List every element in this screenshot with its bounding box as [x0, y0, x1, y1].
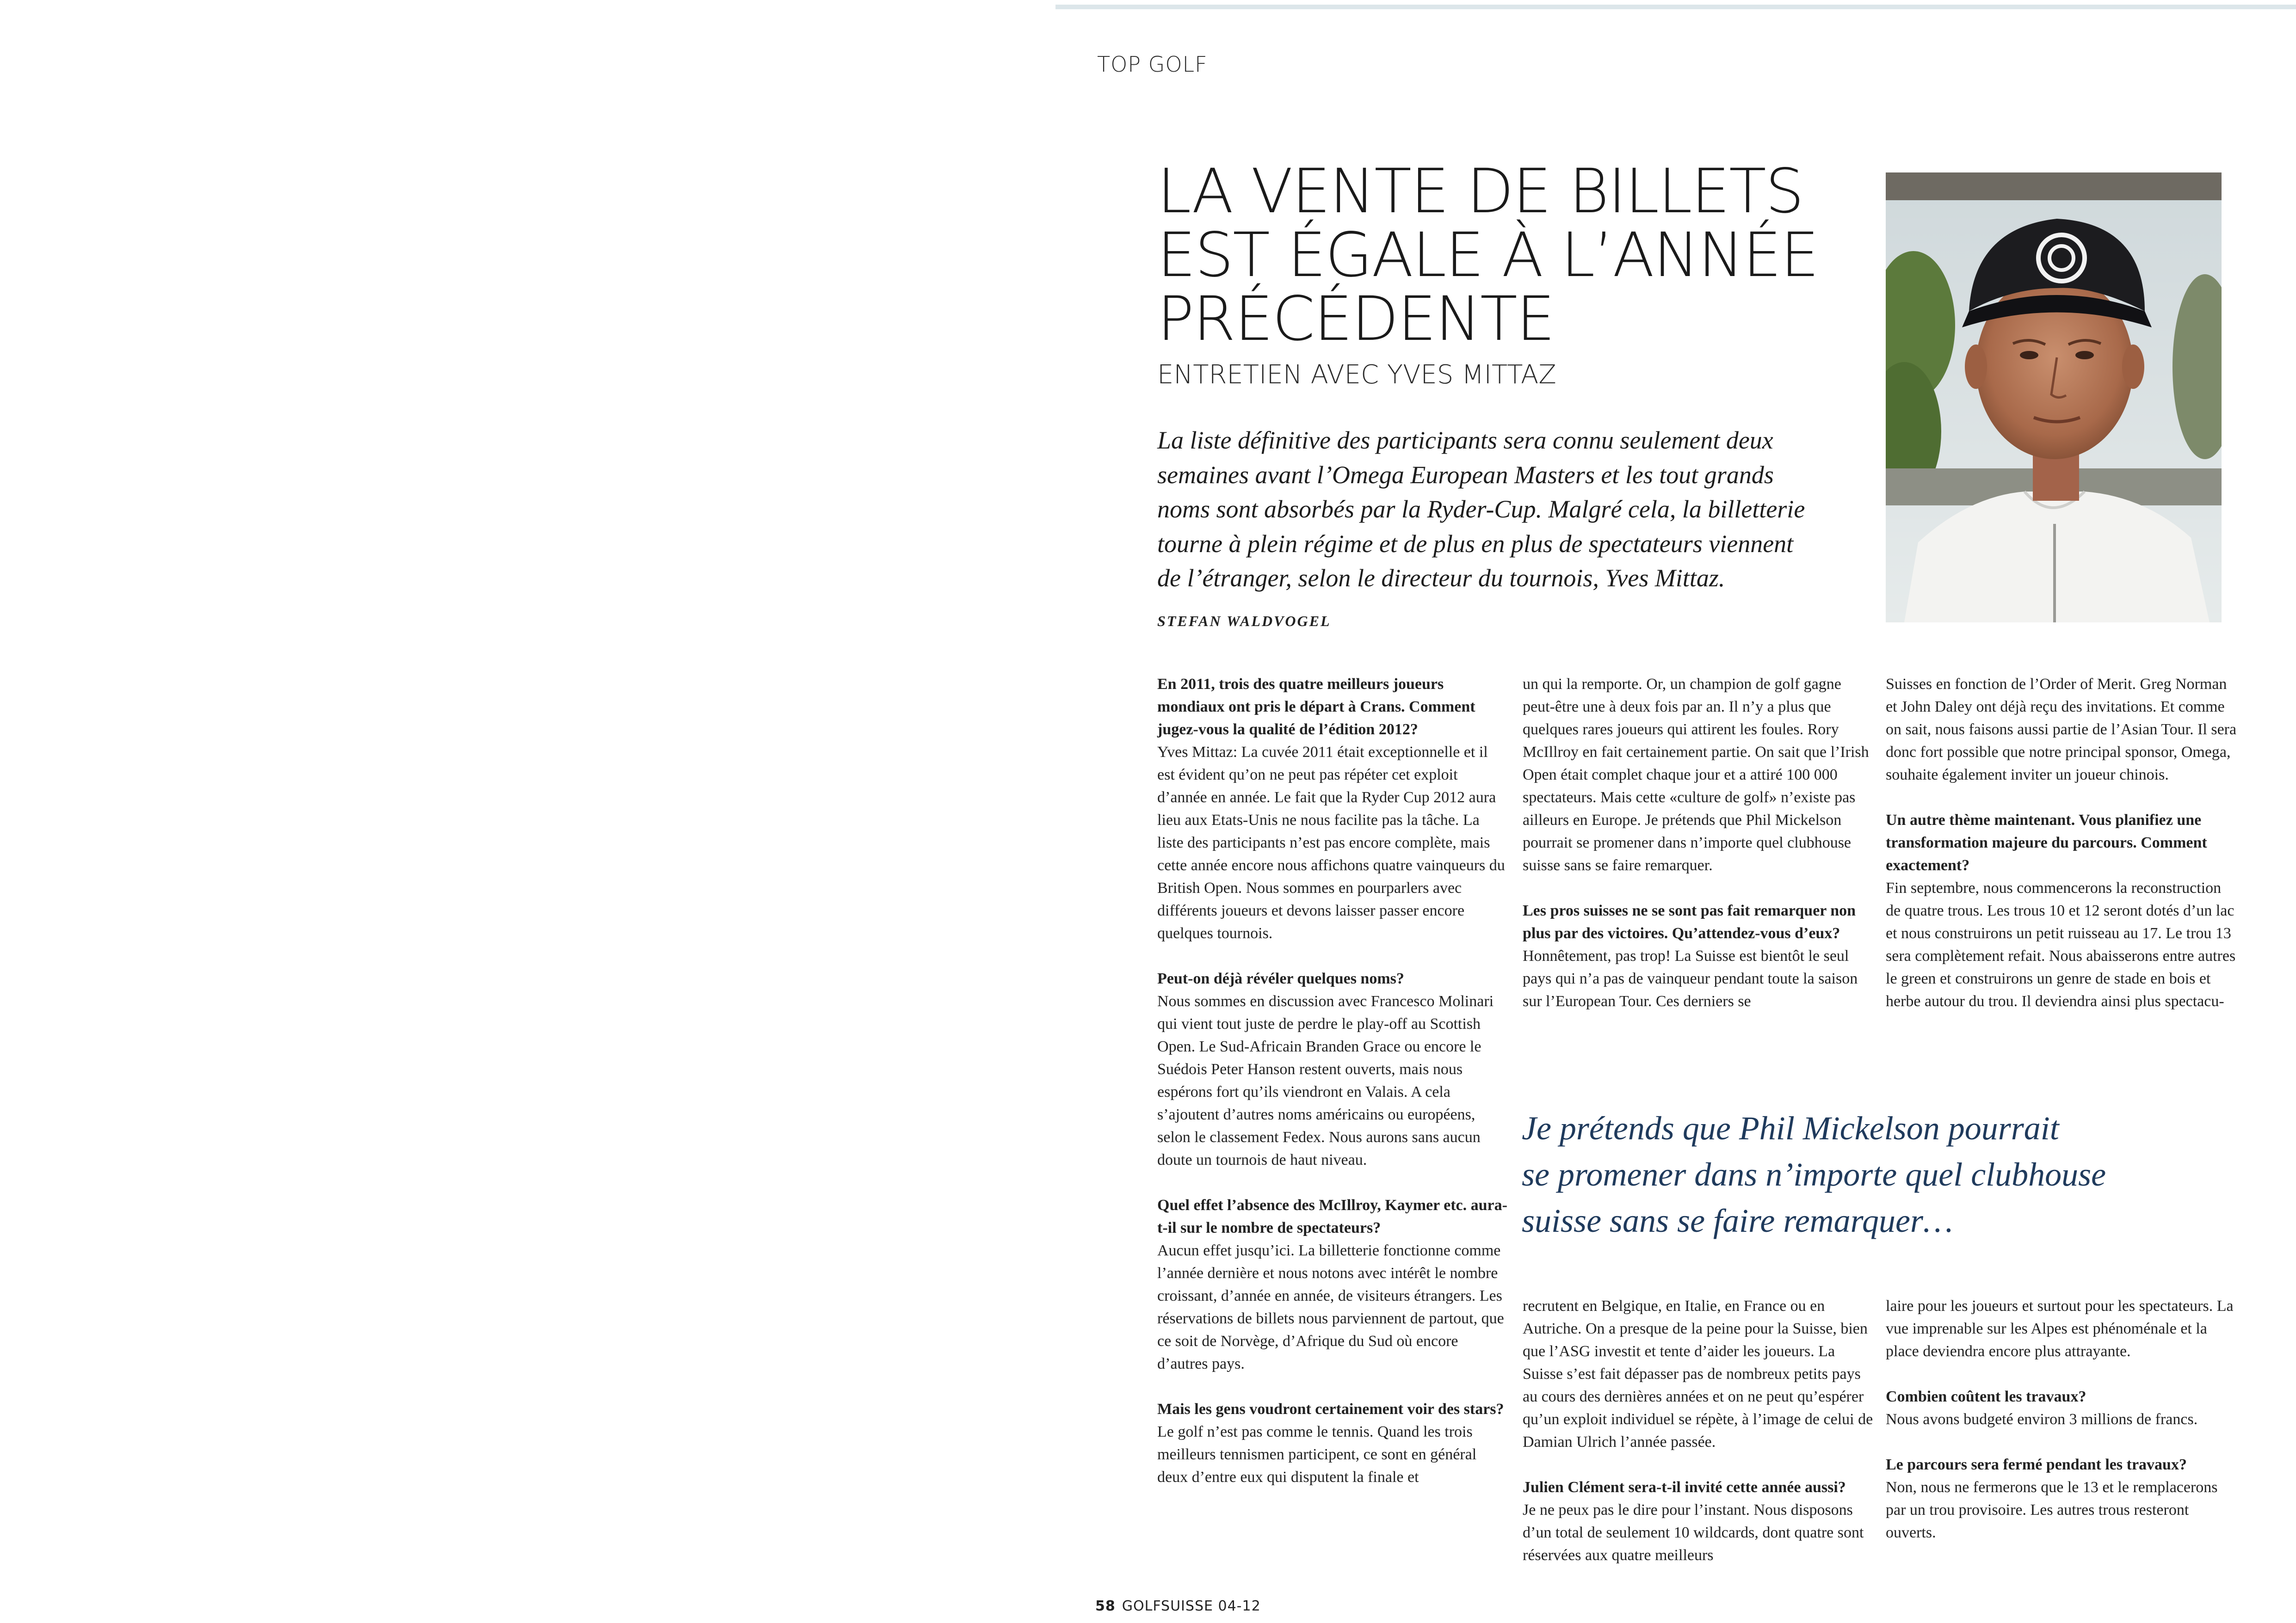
article-column-2-bottom	[1523, 1295, 1874, 1567]
question: Mais les gens voudront certainement voir des stars?	[1157, 1401, 1504, 1418]
lead-line: tourne à plein régime et de plus en plus de spectateurs viennent	[1157, 529, 1794, 558]
lead-line: semaines avant l’Omega European Masters et les tout grands	[1157, 461, 1774, 489]
publication-name: GOLFSUISSE 04-12	[1122, 1598, 1261, 1614]
headline-line: LA VENTE DE BILLETS	[1157, 156, 1803, 227]
article-column-3-bottom	[1886, 1295, 2237, 1544]
question: Quel effet l’absence des McIllroy, Kaymer etc. aura-t-il sur le nombre de spectateurs?	[1157, 1197, 1507, 1236]
top-rule	[1055, 5, 2296, 9]
qa-block	[1157, 673, 1509, 945]
answer: recrutent en Belgique, en Italie, en France ou en Autriche. On a presque de la peine pour la Suisse, bien que l’ASG investit et tente d’aider les joueurs. La Suisse s’est fait dépasser pas de nombreux petits pays au cours des dernières années et on ne peut qu’espérer qu’un exploit individuel se répète, à l’image de celui de Damian Ulrich l’année passée.	[1523, 1297, 1873, 1451]
article-column-3-top	[1886, 673, 2237, 1013]
lead-line: noms sont absorbés par la Ryder-Cup. Malgré cela, la billetterie	[1157, 495, 1805, 523]
qa-block	[1157, 1398, 1509, 1488]
article-column-2-top	[1523, 673, 1874, 1013]
answer: Le golf n’est pas comme le tennis. Quand les trois meilleurs tennismen participent, ce sont en général deux d’entre eux qui disputent la finale et	[1157, 1423, 1477, 1486]
answer: Nous avons budgeté environ 3 millions de francs.	[1886, 1411, 2198, 1428]
pull-quote-line: Je prétends que Phil Mickelson pourrait	[1522, 1110, 2059, 1147]
section-label: TOP GOLF	[1097, 52, 1208, 77]
article-column-1	[1157, 673, 1509, 1488]
answer: Suisses en fonction de l’Order of Merit. Greg Norman et John Daley ont déjà reçu des invitations. Et comme on sait, nous faisons aussi partie de l’Asian Tour. Il sera donc fort possible que notre principal sponsor, Omega, souhaite également inviter un joueur chinois.	[1886, 676, 2237, 783]
pull-quote-line: se promener dans n’importe quel clubhouse	[1522, 1156, 2106, 1193]
qa-block	[1523, 1476, 1874, 1567]
qa-block	[1886, 1385, 2237, 1431]
portrait-illustration	[1886, 172, 2222, 622]
folio	[1095, 1598, 1261, 1614]
subtitle: ENTRETIEN AVEC YVES MITTAZ	[1157, 360, 1556, 390]
answer: Je ne peux pas le dire pour l’instant. Nous disposons d’un total de seulement 10 wildcards, dont quatre sont réservées aux quatre meilleurs	[1523, 1501, 1864, 1564]
answer: Aucun effet jusqu’ici. La billetterie fonctionne comme l’année dernière et nous notons avec intérêt le nombre croissant, d’année en année, de visiteurs étrangers. Les réservations de billets nous parviennent de partout, que ce soit de Norvège, d’Afrique du Sud où encore d’autres pays.	[1157, 1242, 1504, 1372]
page-number: 58	[1095, 1598, 1116, 1614]
qa-block	[1157, 967, 1509, 1171]
portrait-photo	[1886, 172, 2222, 622]
answer-continued	[1886, 1295, 2237, 1363]
pull-quote	[1522, 1105, 2197, 1244]
question: Peut-on déjà révéler quelques noms?	[1157, 970, 1404, 987]
question: Un autre thème maintenant. Vous planifiez une transformation majeure du parcours. Comment exactement?	[1886, 812, 2207, 874]
qa-block	[1523, 899, 1874, 1013]
answer-continued	[1523, 673, 1874, 877]
answer-continued	[1886, 673, 2237, 786]
answer: Non, nous ne fermerons que le 13 et le remplacerons par un trou provisoire. Les autres trous resteront ouverts.	[1886, 1479, 2218, 1541]
lead-paragraph	[1157, 423, 1823, 596]
lead-line: La liste définitive des participants sera connu seulement deux	[1157, 426, 1773, 454]
headline-line: PRÉCÉDENTE	[1157, 283, 1555, 355]
author-byline: STEFAN WALDVOGEL	[1157, 613, 1331, 629]
left-blank-page	[0, 0, 1055, 1623]
answer-continued	[1523, 1295, 1874, 1453]
answer: Yves Mittaz: La cuvée 2011 était exceptionnelle et il est évident qu’on ne peut pas répéter cet exploit d’année en année. Le fait que la Ryder Cup 2012 aura lieu aux Etats-Unis ne nous facilite pas la tâche. La liste des participants n’est pas encore complète, mais cette année encore nous affichons quatre vainqueurs du British Open. Nous sommes en pourparlers avec différents joueurs et devons laisser passer encore quelques tournois.	[1157, 744, 1505, 942]
answer: Honnêtement, pas trop! La Suisse est bientôt le seul pays qui n’a pas de vainqueur pendant toute la saison sur l’European Tour. Ces derniers se	[1523, 947, 1858, 1010]
question: Le parcours sera fermé pendant les travaux?	[1886, 1456, 2187, 1473]
qa-block	[1157, 1194, 1509, 1375]
answer: Nous sommes en discussion avec Francesco Molinari qui vient tout juste de perdre le play-off au Scottish Open. Le Sud-Africain Branden Grace ou encore le Suédois Peter Hanson restent ouverts, mais nous espérons fort qu’ils viendront en Valais. A cela s’ajoutent d’autres noms américains ou européens, selon le classement Fedex. Nous aurons sans aucun doute un tournois de haut niveau.	[1157, 993, 1494, 1168]
question: Combien coûtent les travaux?	[1886, 1388, 2086, 1405]
headline	[1157, 156, 1879, 355]
qa-block	[1886, 809, 2237, 1013]
pull-quote-line: suisse sans se faire remarquer…	[1522, 1202, 1953, 1239]
question: En 2011, trois des quatre meilleurs joueurs mondiaux ont pris le départ à Crans. Comment jugez-vous la qualité de l’édition 2012?	[1157, 676, 1475, 738]
answer: un qui la remporte. Or, un champion de golf gagne peut-être une à deux fois par an. Il n’y a plus que quelques rares joueurs qui attirent les foules. Rory McIllroy en fait certainement partie. On sait que l’Irish Open était complet chaque jour et a attiré 100 000 spectateurs. Mais cette «culture de golf» n’existe pas ailleurs en Europe. Je prétends que Phil Mickelson pourrait se promener dans n’importe quel clubhouse suisse sans se faire remarquer.	[1523, 676, 1869, 874]
answer: Fin septembre, nous commencerons la reconstruction de quatre trous. Les trous 10 et 12 seront dotés d’un lac et nous construirons un petit ruisseau au 17. Le trou 13 sera complètement refait. Nous abaisserons entre autres le green et construirons un genre de stade en bois et herbe autour du trou. Il deviendra ainsi plus spectacu-	[1886, 879, 2236, 1010]
lead-line: de l’étranger, selon le directeur du tournois, Yves Mittaz.	[1157, 564, 1725, 592]
headline-line: EST ÉGALE À L’ANNÉE	[1157, 220, 1819, 291]
qa-block	[1886, 1453, 2237, 1544]
answer: laire pour les joueurs et surtout pour les spectateurs. La vue imprenable sur les Alpes est phénoménale et la place deviendra encore plus attrayante.	[1886, 1297, 2234, 1360]
question: Julien Clément sera-t-il invité cette année aussi?	[1523, 1479, 1846, 1496]
question: Les pros suisses ne se sont pas fait remarquer non plus par des victoires. Qu’attendez-vous d’eux?	[1523, 902, 1856, 942]
